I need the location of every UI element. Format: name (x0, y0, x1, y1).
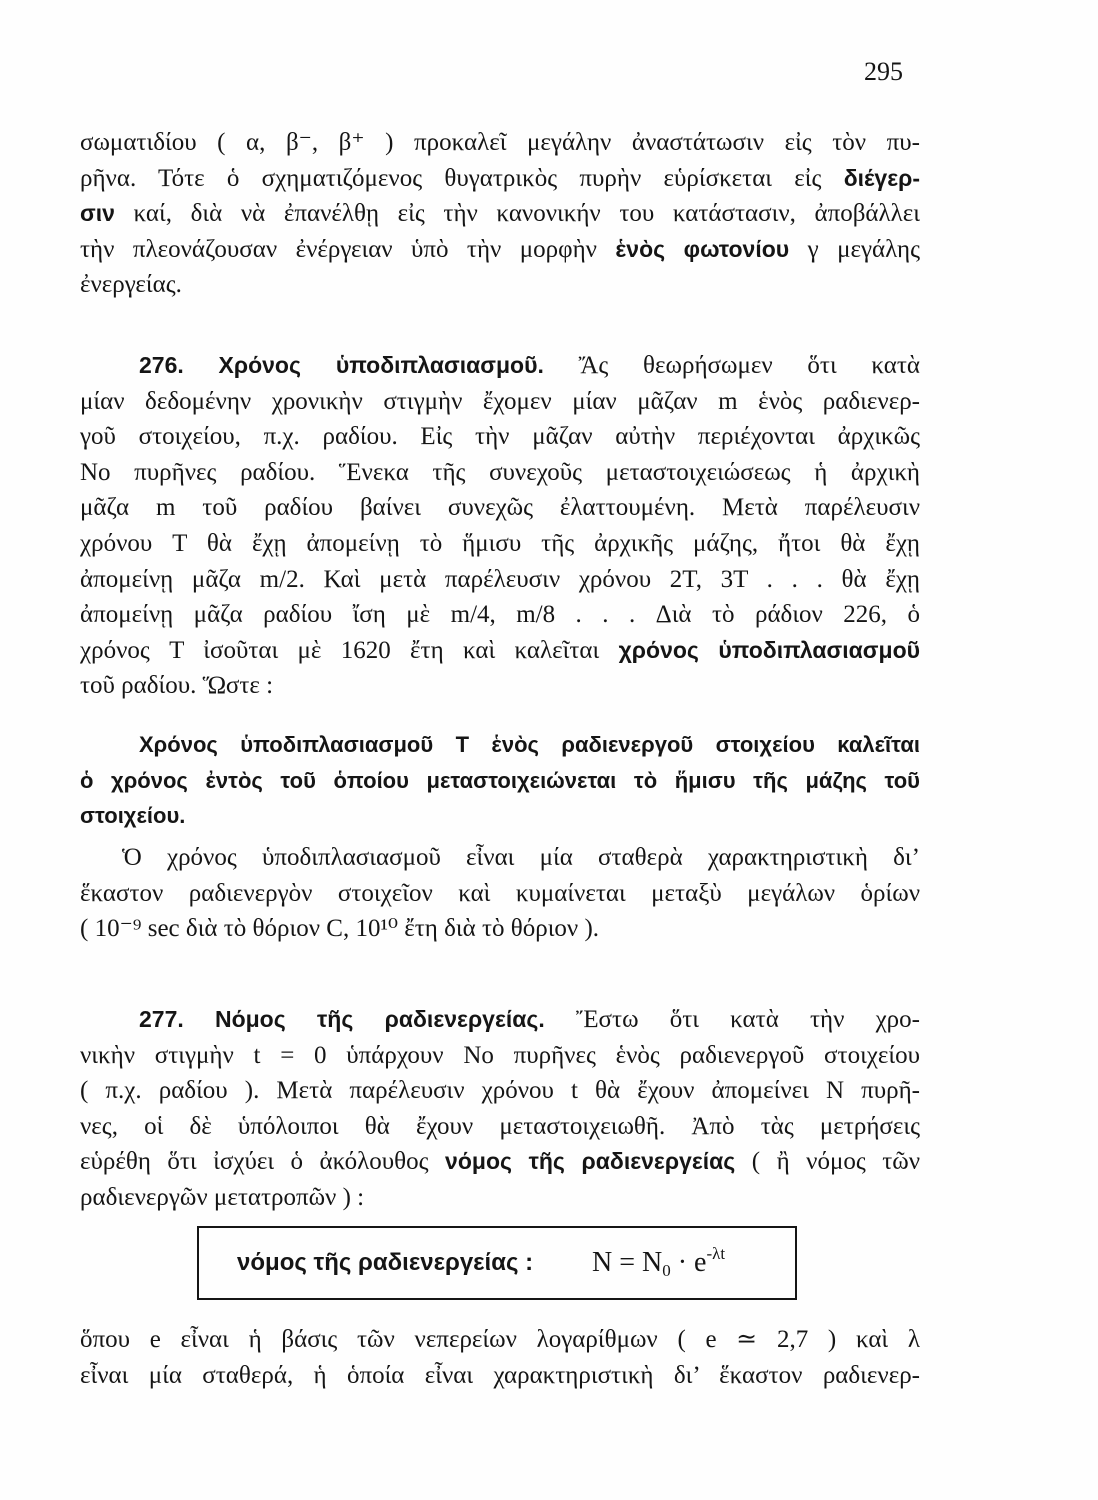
text-line (80, 876, 920, 912)
text-line (80, 1109, 920, 1145)
line-text (80, 1109, 920, 1145)
line-text (80, 490, 920, 526)
text-line (80, 526, 920, 562)
text-run: τοῦ ραδίου. Ὥστε : (80, 672, 274, 700)
text-run: ὁ χρόνος ἐντὸς τοῦ ὁποίου μεταστοιχειώνεται τὸ ἥμισυ τῆς μάζης τοῦ (80, 767, 920, 793)
text-line (80, 633, 920, 669)
radioactivity-law-box (197, 1226, 797, 1300)
section-number: 277. (139, 1006, 184, 1032)
line-text (80, 1073, 920, 1109)
text-line (80, 232, 920, 268)
line-text (80, 455, 920, 491)
text-run: σωματιδίου ( α, β⁻, β⁺ ) προκαλεῖ μεγάλην ἀναστάτωσιν εἰς τὸν πυ- (80, 129, 920, 156)
line-text (80, 267, 182, 303)
text-run: στοιχείου. (80, 803, 186, 829)
line-text (80, 633, 920, 669)
text-run: ἀπομείνῃ μᾶζα m/2. Καὶ μετὰ παρέλευσιν χρόνου 2T, 3T . . . θὰ ἔχῃ (80, 565, 920, 593)
text-line (80, 419, 920, 455)
section-number: 276. (139, 352, 184, 378)
line-text (80, 161, 920, 197)
continuation-paragraph (80, 125, 920, 303)
text-run: χρόνος T ἰσοῦται μὲ 1620 ἔτη καὶ καλεῖται (80, 636, 600, 664)
text-line (80, 798, 920, 834)
text-line (80, 763, 920, 799)
text-line (80, 668, 920, 704)
text-run: ραδιενεργῶν μετατροπῶν ) : (80, 1183, 365, 1211)
text-run: εἶναι μία σταθερά, ἡ ὁποία εἶναι χαρακτηριστικὴ δι’ ἕκαστον ραδιενερ- (80, 1361, 920, 1389)
text-run: εὑρέθη ὅτι ἰσχύει ὁ ἀκόλουθος (80, 1148, 429, 1176)
text-run: χρόνου T θὰ ἔχῃ ἀπομείνῃ τὸ ἥμισυ τῆς ἀρχικῆς μάζης, ἤτοι θὰ ἔχῃ (80, 529, 920, 557)
bold-term: νόμος τῆς ραδιενεργείας (445, 1148, 736, 1175)
line-text (80, 419, 920, 455)
formula-subscript: 0 (662, 1261, 671, 1280)
bold-term: σιν (80, 200, 115, 227)
text-run: Χρόνος ὑποδιπλασιασμοῦ T ἑνὸς ραδιενεργοῦ στοιχείου καλεῖται (139, 732, 920, 757)
formula-left: N = N (592, 1247, 663, 1278)
line-text (139, 348, 920, 384)
text-run: ( ἢ νόμος τῶν (751, 1148, 921, 1176)
formula-middle: · e (677, 1247, 707, 1278)
section-276 (80, 348, 920, 704)
line-text (80, 1322, 920, 1358)
text-run: νες, οἱ δὲ ὑπόλοιποι θὰ ἔχουν μεταστοιχειωθῆ. Ἀπὸ τὰς μετρήσεις (80, 1112, 920, 1140)
text-run: μᾶζα m τοῦ ραδίου βαίνει συνεχῶς ἐλαττουμένη. Μετὰ παρέλευσιν (80, 494, 920, 522)
text-run: Ἄς θεωρήσωμεν ὅτι κατὰ (578, 352, 921, 379)
text-run: ( 10⁻⁹ sec διὰ τὸ θόριον C, 10¹⁰ ἔτη διὰ τὸ θόριον ). (80, 915, 600, 943)
text-line (80, 196, 920, 232)
line-text (80, 876, 920, 912)
text-line (80, 911, 920, 947)
page-number: 295 (864, 57, 903, 86)
line-text (80, 911, 599, 947)
text-line (80, 384, 920, 420)
section-title: Νόμος τῆς ραδιενεργείας. (214, 1006, 545, 1032)
text-line (80, 1322, 920, 1358)
half-life-note-paragraph (80, 840, 920, 947)
text-run: Ἔστω ὅτι κατὰ τὴν χρο- (575, 1006, 920, 1033)
line-text (80, 1180, 364, 1216)
law-label: νόμος τῆς ραδιενεργείας : (237, 1249, 534, 1276)
formula-exponent: -λt (706, 1244, 726, 1263)
text-run: ἀπομείνῃ μᾶζα ραδίου ἴση μὲ m/4, m/8 . . . Διὰ τὸ ράδιον 226, ὁ (80, 601, 920, 629)
line-text (80, 526, 920, 562)
text-run: ἐνεργείας. (80, 271, 182, 299)
text-run: ( π.χ. ραδίου ). Μετὰ παρέλευσιν χρόνου t θὰ ἔχουν ἀπομείνει N πυρῆ- (80, 1077, 920, 1105)
text-line (80, 840, 920, 876)
line-text (80, 798, 185, 834)
line-text (80, 668, 273, 704)
line-text (80, 384, 920, 420)
text-line (80, 1073, 920, 1109)
text-line (80, 1358, 920, 1394)
text-line (80, 267, 920, 303)
text-run: γ μεγάλης (807, 235, 920, 263)
text-run: τὴν πλεονάζουσαν ἐνέργειαν ὑπὸ τὴν μορφὴν (80, 235, 597, 263)
line-text (122, 840, 920, 876)
section-heading-line (80, 348, 920, 384)
text-run: μίαν δεδομένην χρονικὴν στιγμὴν ἔχομεν μίαν μᾶζαν m ἑνὸς ραδιενερ- (80, 387, 920, 415)
text-line (80, 490, 920, 526)
text-line (80, 125, 920, 161)
text-run: Ὁ χρόνος ὑποδιπλασιασμοῦ εἶναι μία σταθερὰ χαρακτηριστικὴ δι’ (122, 844, 920, 871)
closing-paragraph (80, 1322, 920, 1393)
section-277 (80, 1002, 920, 1216)
line-text (139, 727, 920, 763)
line-text (139, 1002, 920, 1038)
text-line (80, 161, 920, 197)
line-text (80, 1144, 920, 1180)
text-line (80, 1180, 920, 1216)
text-run: No πυρῆνες ραδίου. Ἕνεκα τῆς συνεχοῦς μεταστοιχειώσεως ἡ ἀρχικὴ (80, 458, 920, 486)
text-line (80, 1144, 920, 1180)
line-text (80, 125, 920, 161)
text-run: γοῦ στοιχείου, π.χ. ραδίου. Εἰς τὴν μᾶζαν αὐτὴν περιέχονται ἀρχικῶς (80, 423, 920, 451)
text-run: νικὴν στιγμὴν t = 0 ὑπάρχουν No πυρῆνες ἑνὸς ραδιενεργοῦ στοιχείου (80, 1041, 920, 1069)
line-text (80, 597, 920, 633)
bold-term: διέγερ- (843, 164, 920, 191)
text-line (80, 597, 920, 633)
text-run: ρῆνα. Τότε ὁ σχηματιζόμενος θυγατρικὸς πυρὴν εὑρίσκεται εἰς (80, 164, 822, 192)
text-line (80, 455, 920, 491)
section-heading-line (80, 1002, 920, 1038)
line-text (80, 562, 920, 598)
definition-paragraph (80, 727, 920, 834)
line-text (80, 196, 920, 232)
bold-term: χρόνος ὑποδιπλασιασμοῦ (618, 636, 921, 663)
law-formula (592, 1228, 725, 1298)
bold-term: ἑνὸς φωτονίου (615, 235, 790, 262)
line-text (80, 232, 920, 268)
text-run: καί, διὰ νὰ ἐπανέλθῃ εἰς τὴν κανονικήν του κατάστασιν, ἀποβάλλει (133, 200, 920, 228)
line-text (80, 1038, 920, 1074)
section-title: Χρόνος ὑποδιπλασιασμοῦ. (218, 352, 544, 378)
text-run: ἕκαστον ραδιενεργὸν στοιχεῖον καὶ κυμαίνεται μεταξὺ μεγάλων ὁρίων (80, 879, 920, 907)
text-line (80, 562, 920, 598)
text-line (80, 1038, 920, 1074)
line-text (80, 763, 920, 799)
text-run: ὅπου e εἶναι ἡ βάσις τῶν νεπερείων λογαρίθμων ( e ≃ 2,7 ) καὶ λ (80, 1326, 920, 1353)
text-line (80, 727, 920, 763)
line-text (80, 1358, 920, 1394)
